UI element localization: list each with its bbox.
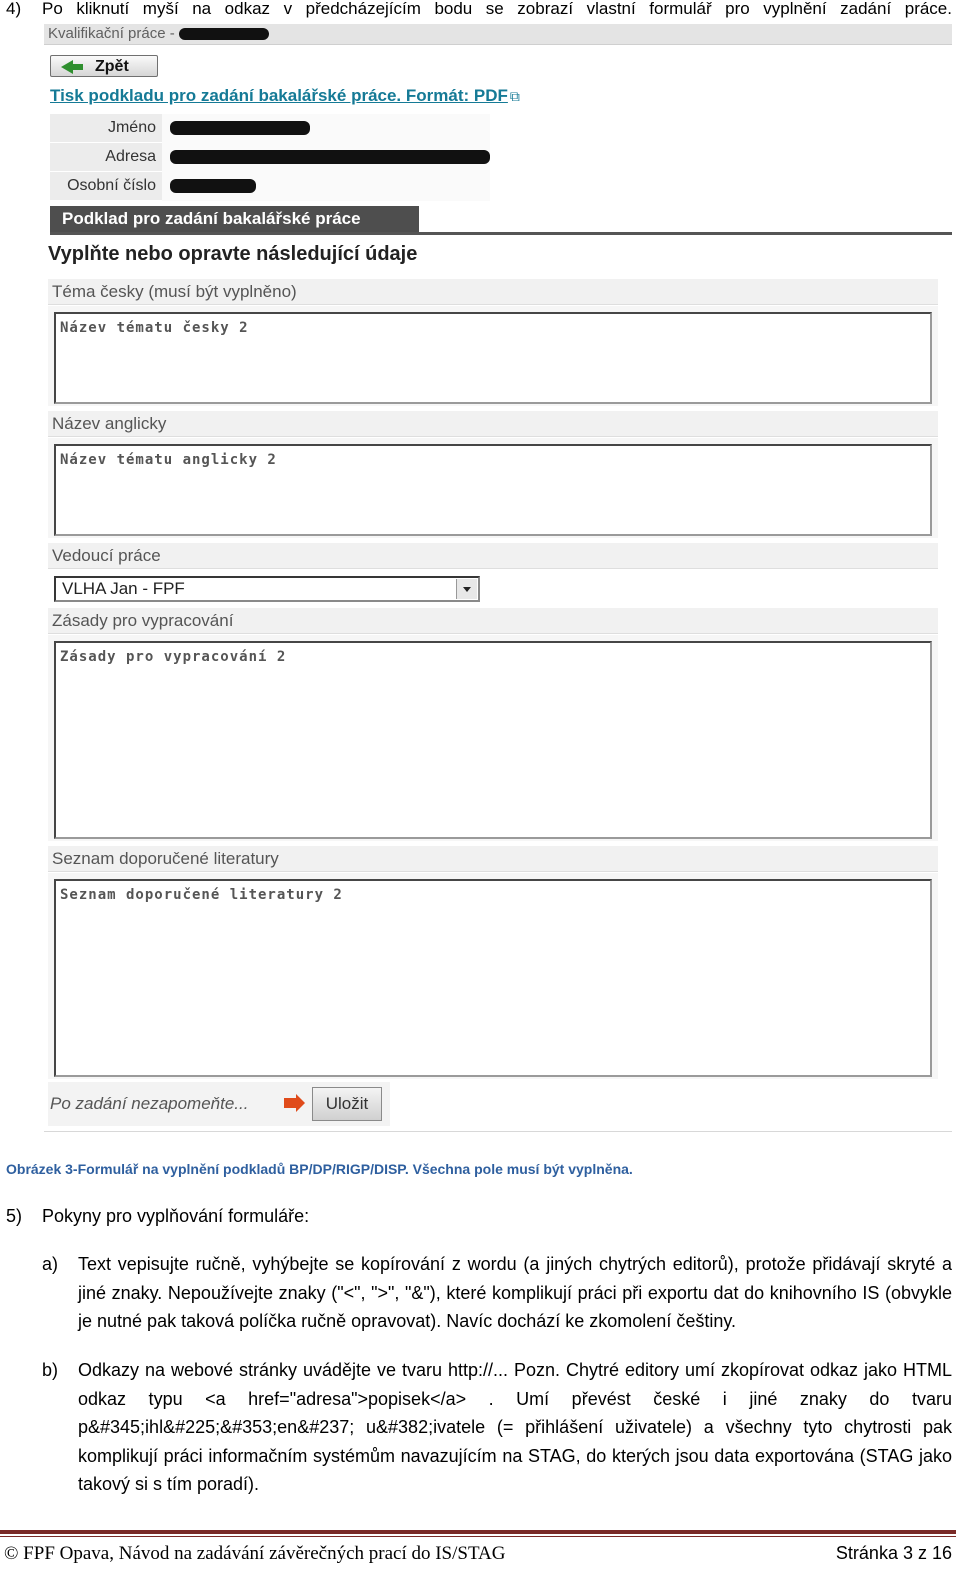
back-arrow-icon: [61, 60, 73, 74]
chevron-down-icon[interactable]: [456, 579, 477, 599]
list-item-text: Text vepisujte ručně, vyhýbejte se kopírování z wordu (a jiných chytrých editorů), protože přidávají skryté a jiné znaky. Nepoužívejte znaky ("<", ">", "&"), které komplikují práci při exportu dat do knihovního IS (obvykle je nutné pak taková políčka ručně opravovat). Navíc dochází ke zkomolení češtiny.: [78, 1254, 952, 1331]
intro-paragraph: [6, 0, 952, 18]
person-label: Jméno: [50, 114, 162, 143]
tab-bar: [50, 206, 952, 235]
footer-rule-thin: [0, 1536, 956, 1537]
literature-textarea[interactable]: Seznam doporučené literatury 2: [54, 879, 932, 1077]
supervisor-label: Vedoucí práce: [48, 543, 938, 569]
section-number: 5): [6, 1206, 23, 1226]
footer-left-text: © FPF Opava, Návod na zadávání závěrečných prací do IS/STAG: [4, 1543, 506, 1564]
topic-en-textarea[interactable]: Název tématu anglicky 2: [54, 444, 932, 536]
window-title-bar: [44, 24, 952, 45]
person-value-redacted: [162, 114, 490, 143]
person-label: Adresa: [50, 143, 162, 172]
list-item: [42, 1356, 952, 1499]
principles-label: Zásady pro vypracování: [48, 608, 938, 634]
section-title: Pokyny pro vyplňování formuláře:: [42, 1206, 310, 1226]
topic-cz-label: Téma česky (musí být vyplněno): [48, 279, 938, 305]
topic-cz-textarea[interactable]: Název tématu česky 2: [54, 312, 932, 404]
save-hint: Po zadání nezapomeňte...: [50, 1094, 249, 1113]
person-value-redacted: [162, 143, 490, 172]
principles-textarea[interactable]: Zásady pro vypracování 2: [54, 641, 932, 839]
section-5-heading: [6, 1206, 309, 1227]
footer-rule: [0, 1530, 956, 1534]
print-pdf-link[interactable]: [50, 86, 520, 106]
person-row: [50, 114, 490, 143]
back-button[interactable]: [50, 55, 158, 77]
person-info-table: [50, 114, 490, 201]
list-item-letter: b): [42, 1360, 59, 1380]
person-row: [50, 172, 490, 201]
page-number: Stránka 3 z 16: [835, 1543, 952, 1563]
arrow-right-icon: [284, 1098, 296, 1108]
print-pdf-link-text: Tisk podkladu pro zadání bakalářské práce. Formát: PDF: [50, 86, 508, 105]
form-heading: Vyplňte nebo opravte následující údaje: [48, 243, 418, 265]
topic-en-label: Název anglicky: [48, 411, 938, 437]
list-item-text: Odkazy na webové stránky uvádějte ve tvaru http://... Pozn. Chytré editory umí zkopírovat odkaz jako HTML odkaz typu <a href="adresa">popisek</a> . Umí převést české i jiné znaky do tvaru p&#345;ihl&#225;&#353;en&#237; u&#382;ivatele (= přihlášení uživatele) a všechny tyto chytrosti pak komplikují práci informačním systémům navazujícím na STAG, do kterých jsou data exportována (STAG jako takový si s tím poradí).: [78, 1360, 952, 1494]
supervisor-selected-value: VLHA Jan - FPF: [62, 579, 185, 598]
external-link-icon: ⧉: [509, 88, 520, 104]
redacted-name: [179, 28, 269, 40]
tab-bachelor-thesis-basis[interactable]: Podklad pro zadání bakalářské práce: [50, 206, 419, 232]
literature-label: Seznam doporučené literatury: [48, 846, 938, 872]
intro-text: Po kliknutí myší na odkaz v předcházejícím bodu se zobrazí vlastní formulář pro vyplnění zadání práce.: [42, 0, 952, 18]
form-screenshot: [44, 24, 952, 1132]
person-label: Osobní číslo: [50, 172, 162, 201]
person-row: [50, 143, 490, 172]
figure-caption: Obrázek 3-Formulář na vyplnění podkladů BP/DP/RIGP/DISP. Všechna pole musí být vyplněna.: [6, 1161, 633, 1177]
person-value-redacted: [162, 172, 490, 201]
list-item-letter: a): [42, 1254, 59, 1274]
list-item: [42, 1250, 952, 1336]
window-title: Kvalifikační práce -: [48, 25, 175, 42]
supervisor-select[interactable]: [54, 576, 480, 602]
save-button[interactable]: Uložit: [312, 1087, 382, 1121]
intro-number: 4): [6, 0, 22, 18]
back-button-label: Zpět: [95, 58, 129, 75]
